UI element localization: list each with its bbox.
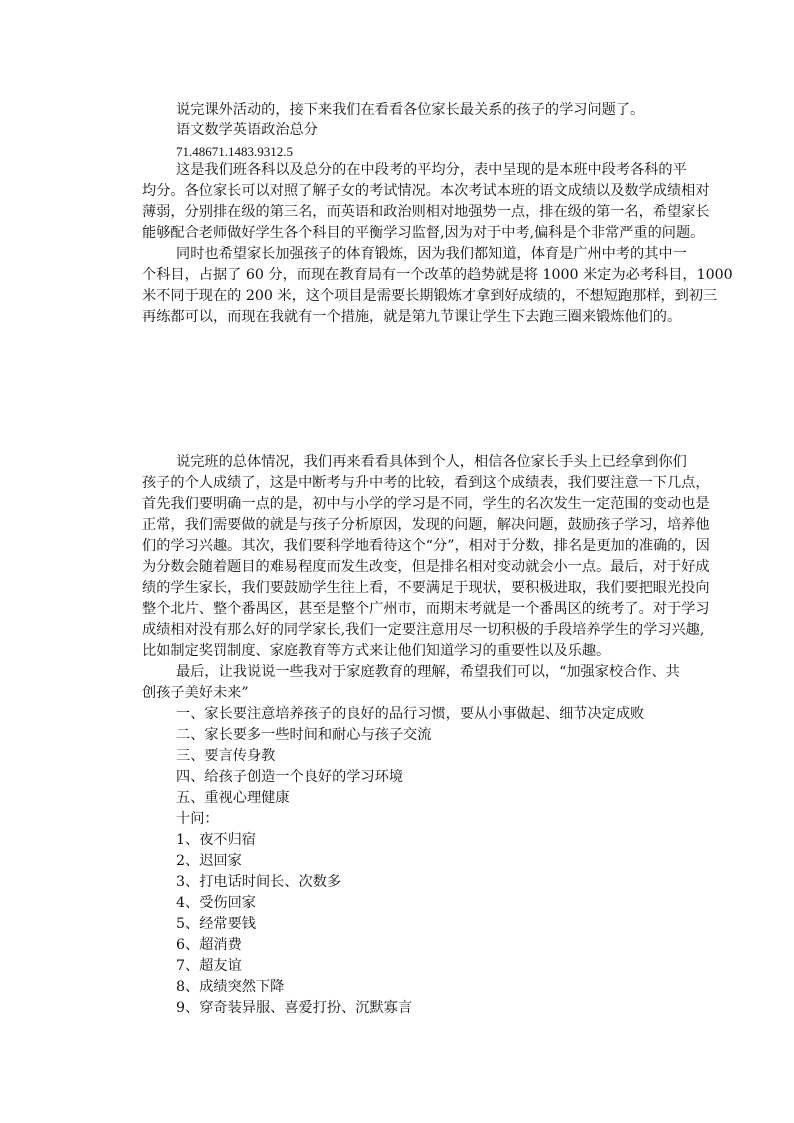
question-item: 8、成绩突然下降 bbox=[176, 979, 285, 995]
paragraph-line: 成绩相对没有那么好的同学家长,我们一定要注意用尽一切积极的手段培养学生的学习兴趣, bbox=[142, 622, 705, 638]
principle-item: 二、家长要多一些时间和耐心与孩子交流 bbox=[176, 727, 432, 743]
paragraph-line: 个科目，占据了 60 分，而现在教育局有一个改革的趋势就是将 1000 米定为必考科目，1000 bbox=[142, 267, 733, 283]
paragraph-line: 薄弱，分别排在级的第三名，而英语和政治则相对地强势一点，排在级的第一名，希望家长 bbox=[142, 204, 710, 220]
paragraph-line: 首先我们要明确一点的是，初中与小学的学习是不同，学生的名次发生一定范围的变动也是 bbox=[142, 496, 710, 512]
question-item: 3、打电话时间长、次数多 bbox=[176, 874, 342, 890]
principle-item: 一、家长要注意培养孩子的良好的品行习惯，要从小事做起、细节决定成败 bbox=[176, 706, 645, 722]
paragraph-line: 孩子的个人成绩了，这是中断考与升中考的比较，看到这个成绩表，我们要注意一下几点， bbox=[142, 475, 710, 491]
question-item: 5、经常要钱 bbox=[176, 916, 256, 932]
score-table-values: 71.48671.1483.9312.5 bbox=[176, 144, 293, 159]
paragraph-line: 们的学习兴趣。其次，我们要科学地看待这个“分”，相对于分数，排名是更加的准确的，因 bbox=[142, 538, 710, 554]
question-item: 4、受伤回家 bbox=[176, 895, 256, 911]
paragraph-line: 均分。各位家长可以对照了解子女的考试情况。本次考试本班的语文成绩以及数学成绩相对 bbox=[142, 183, 710, 199]
paragraph-line: 能够配合老师做好学生各个科目的平衡学习监督,因为对于中考,偏科是个非常严重的问题。 bbox=[142, 225, 705, 241]
paragraph-line: 这是我们班各科以及总分的在中段考的平均分，表中呈现的是本班中段考各科的平 bbox=[176, 162, 687, 178]
principle-item: 五、重视心理健康 bbox=[176, 790, 290, 806]
paragraph-line: 米不同于现在的 200 米，这个项目是需要长期锻炼才拿到好成绩的，不想短跑那样，到初三 bbox=[142, 288, 718, 304]
principle-item: 三、要言传身教 bbox=[176, 748, 276, 764]
score-table-header: 语文数学英语政治总分 bbox=[176, 122, 318, 138]
paragraph-line: 说完班的总体情况，我们再来看看具体到个人，相信各位家长手头上已经拿到你们 bbox=[176, 454, 687, 470]
paragraph-line: 为分数会随着题目的难易程度而发生改变，但是排名相对变动就会小一点。最后，对于好成 bbox=[142, 559, 710, 575]
paragraph-line: 整个北片、整个番禺区，甚至是整个广州市，而期末考就是一个番禺区的统考了。对于学习 bbox=[142, 601, 710, 617]
intro-line: 说完课外活动的，接下来我们在看看各位家长最关系的孩子的学习问题了。 bbox=[176, 102, 645, 118]
paragraph-line: 创孩子美好未来” bbox=[142, 685, 249, 701]
question-item: 7、超友谊 bbox=[176, 958, 242, 974]
paragraph-line: 同时也希望家长加强孩子的体育锻炼，因为我们都知道，体育是广州中考的其中一 bbox=[176, 246, 687, 262]
principle-item: 四、给孩子创造一个良好的学习环境 bbox=[176, 769, 404, 785]
paragraph-line: 再练都可以，而现在我就有一个措施，就是第九节课让学生下去跑三圈来锻炼他们的。 bbox=[142, 309, 682, 325]
paragraph-line: 比如制定奖罚制度、家庭教育等方式来让他们知道学习的重要性以及乐趣。 bbox=[142, 643, 611, 659]
question-item: 1、夜不归宿 bbox=[176, 832, 256, 848]
paragraph-line: 绩的学生家长，我们要鼓励学生往上看，不要满足于现状，要积极进取，我们要把眼光投向 bbox=[142, 580, 710, 596]
paragraph-line: 正常，我们需要做的就是与孩子分析原因，发现的问题，解决问题，鼓励孩子学习，培养他 bbox=[142, 517, 710, 533]
ten-questions-label: 十问： bbox=[176, 811, 219, 827]
paragraph-line: 最后，让我说说一些我对于家庭教育的理解，希望我们可以，“加强家校合作、共 bbox=[176, 664, 680, 680]
question-item: 6、超消费 bbox=[176, 937, 242, 953]
question-item: 2、迟回家 bbox=[176, 853, 242, 869]
question-item: 9、穿奇装异服、喜爱打扮、沉默寡言 bbox=[176, 1000, 413, 1016]
